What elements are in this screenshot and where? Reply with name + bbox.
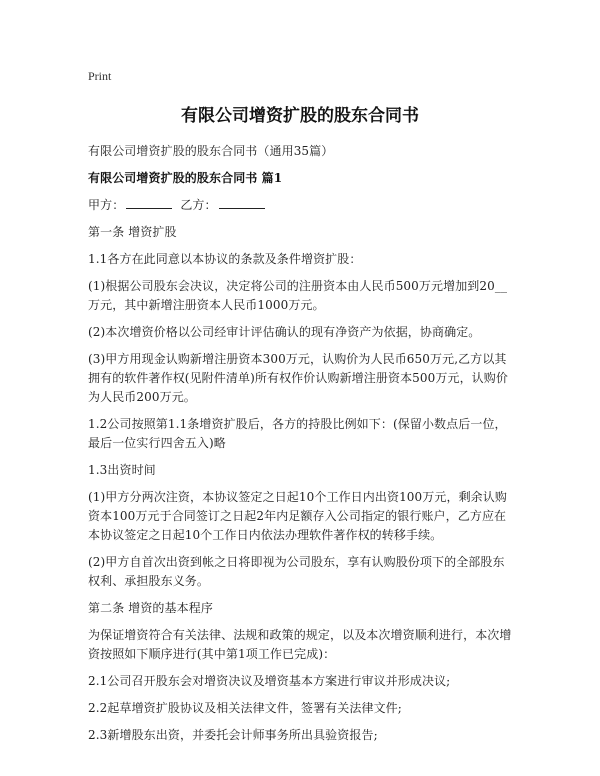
party-a-label: 甲方： [88, 198, 125, 212]
paragraph-1-3-1: (1)甲方分两次注资，本协议签定之日起10个工作日内出资100万元，剩余认购资本100万元于合同签订之日起2年内足额存入公司指定的银行账户，乙方应在本协议签定之日起10个工作日内依法办理软件著作权的转移手续。 [88, 490, 507, 542]
party-a-blank [126, 196, 172, 209]
paragraph-1-1-3: (3)甲方用现金认购新增注册资本300万元，认购价为人民币650万元,乙方以其拥有的软件著作权(见附件清单)所有权作价认购新增注册资本500万元，认购价为人民币200万元。 [88, 352, 508, 404]
document-subtitle: 有限公司增资扩股的股东合同书（通用35篇） [88, 144, 334, 158]
paragraph-1-3: 1.3出资时间 [88, 463, 156, 477]
article-1-title: 第一条 增资扩股 [88, 225, 177, 239]
paragraph-1-1-1: (1)根据公司股东会决议，决定将公司的注册资本由人民币500万元增加到20__万元，其中新增注册资本人民币1000万元。 [88, 279, 508, 312]
print-label[interactable]: Print [88, 69, 112, 83]
paragraph-2-3: 2.3新增股东出资，并委托会计师事务所出具验资报告; [88, 728, 378, 742]
paragraph-1-3-2: (2)甲方自首次出资到帐之日将即视为公司股东，享有认购股份项下的全部股东权利、承担股东义务。 [88, 555, 505, 588]
section-title: 有限公司增资扩股的股东合同书 篇1 [88, 171, 283, 185]
party-line [88, 196, 512, 215]
paragraph-1-1-2: (2)本次增资价格以公司经审计评估确认的现有净资产为依据，协商确定。 [88, 325, 481, 339]
paragraph-2-2: 2.2起草增资扩股协议及相关法律文件，签署有关法律文件; [88, 701, 402, 715]
party-b-label: 乙方： [180, 198, 217, 212]
article-2-title: 第二条 增资的基本程序 [88, 601, 213, 615]
paragraph-2-1: 2.1公司召开股东会对增资决议及增资基本方案进行审议并形成决议; [88, 674, 451, 688]
paragraph-1-1: 1.1各方在此同意以本协议的条款及条件增资扩股： [88, 252, 362, 266]
paragraph-2-intro: 为保证增资符合有关法律、法规和政策的规定，以及本次增资顺利进行，本次增资按照如下顺序进行(其中第1项工作已完成)： [88, 628, 512, 661]
party-b-blank [219, 196, 265, 209]
document-title: 有限公司增资扩股的股东合同书 [181, 106, 419, 126]
paragraph-1-2: 1.2公司按照第1.1条增资扩股后，各方的持股比例如下：(保留小数点后一位，最后一位实行四舍五入)略 [88, 417, 507, 450]
